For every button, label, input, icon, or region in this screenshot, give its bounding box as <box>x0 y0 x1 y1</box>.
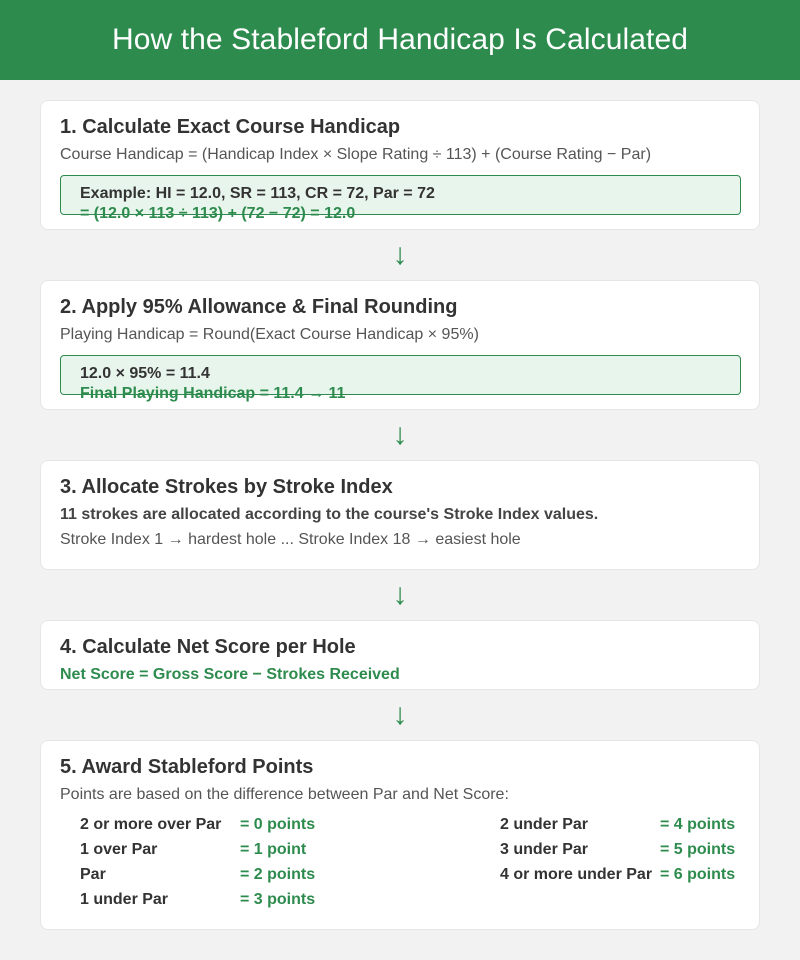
points-condition: 4 or more under Par <box>500 866 653 883</box>
down-arrow-icon: ↓ <box>392 238 408 271</box>
step-1-formula: Course Handicap = (Handicap Index × Slope Rating ÷ 113) + (Course Rating − Par) <box>60 146 652 163</box>
points-value: = 0 points <box>240 816 316 833</box>
step-1-example-box <box>60 175 741 222</box>
step-3-title: 3. Allocate Strokes by Stroke Index <box>60 476 393 498</box>
down-arrow-icon: ↓ <box>392 418 408 451</box>
points-condition: Par <box>80 866 106 883</box>
step-5-intro: Points are based on the difference between Par and Net Score: <box>60 786 509 803</box>
step-2-title: 2. Apply 95% Allowance & Final Rounding <box>60 296 458 318</box>
points-value: = 4 points <box>660 816 736 833</box>
step-1-example-result: = (12.0 × 113 ÷ 113) + (72 − 72) = 12.0 <box>80 205 356 222</box>
step-3-card <box>40 460 760 570</box>
step-3-allocation-note: 11 strokes are allocated according to the course's Stroke Index values. <box>60 506 599 523</box>
step-1-title: 1. Calculate Exact Course Handicap <box>60 116 401 138</box>
step-4-formula: Net Score = Gross Score − Strokes Received <box>60 666 400 683</box>
step-3-stroke-index-note: Stroke Index 1 → hardest hole ... Stroke Index 18 → easiest hole <box>60 531 521 548</box>
points-condition: 1 under Par <box>80 891 169 908</box>
points-condition: 2 under Par <box>500 816 589 833</box>
points-condition: 3 under Par <box>500 841 589 858</box>
points-value: = 6 points <box>660 866 736 883</box>
points-value: = 2 points <box>240 866 316 883</box>
points-value: = 5 points <box>660 841 736 858</box>
points-condition: 1 over Par <box>80 841 158 858</box>
points-value: = 1 point <box>240 841 307 858</box>
step-2-card <box>40 280 760 410</box>
page-header <box>0 0 800 80</box>
step-2-example-box <box>60 355 741 402</box>
down-arrow-icon: ↓ <box>392 578 408 611</box>
points-condition: 2 or more over Par <box>80 816 222 833</box>
down-arrow-icon: ↓ <box>392 698 408 731</box>
step-4-card <box>40 620 760 690</box>
step-4-title: 4. Calculate Net Score per Hole <box>60 636 356 658</box>
step-2-example-calc: 12.0 × 95% = 11.4 <box>80 365 210 382</box>
step-5-card <box>40 740 760 930</box>
step-5-title: 5. Award Stableford Points <box>60 756 314 778</box>
step-2-example-result: Final Playing Handicap = 11.4 → 11 <box>80 385 346 402</box>
points-value: = 3 points <box>240 891 316 908</box>
step-2-formula: Playing Handicap = Round(Exact Course Handicap × 95%) <box>60 326 479 343</box>
step-1-example-inputs: Example: HI = 12.0, SR = 113, CR = 72, Par = 72 <box>80 185 435 202</box>
page-title: How the Stableford Handicap Is Calculated <box>111 23 689 56</box>
step-1-card <box>40 100 760 230</box>
